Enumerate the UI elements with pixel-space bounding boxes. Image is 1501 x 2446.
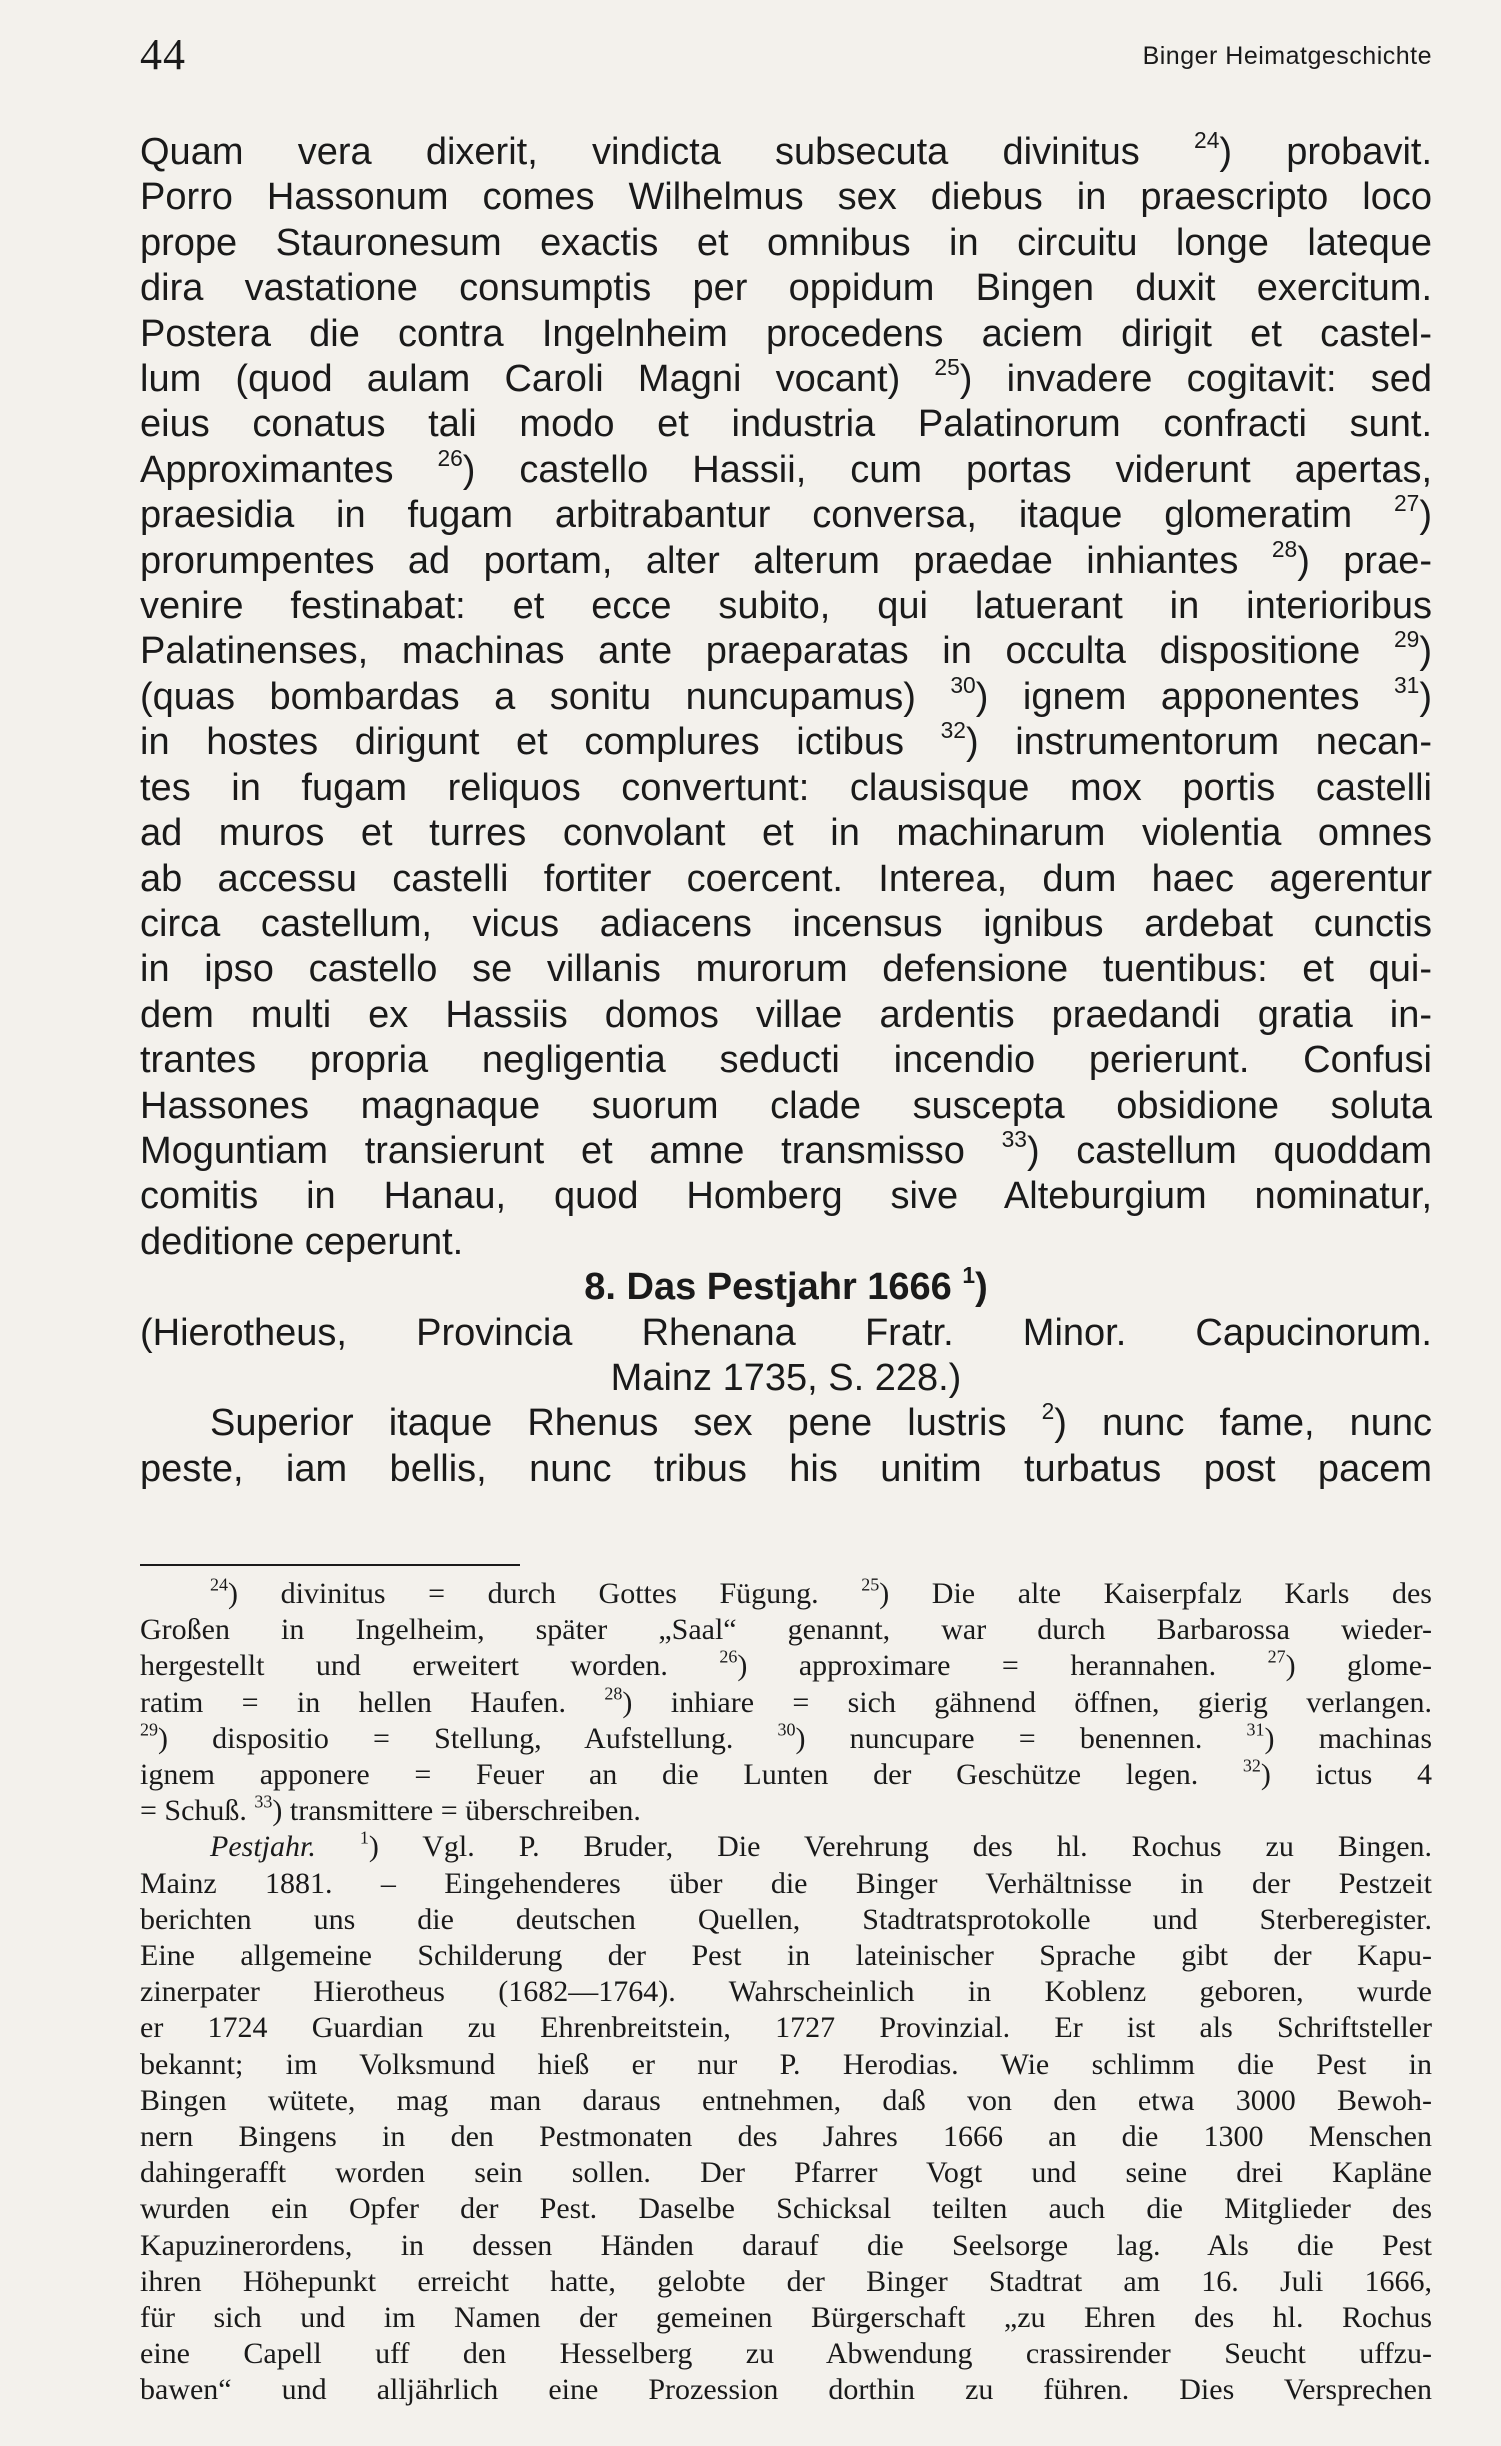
section-title: 8. Das Pestjahr 1666 $^1$) bbox=[584, 1262, 988, 1309]
body-text-line: circa castellum, vicus adiacens incensus ignibus ardebat cunctis bbox=[140, 902, 1432, 945]
glossary-note-line: ignem apponere = Feuer an die Lunten der Geschütze legen. $^{32}$) ictus 4 bbox=[140, 1755, 1432, 1792]
pest-note-line: Bingen wütete, mag man daraus entnehmen, daß von den etwa 3000 Bewoh- bbox=[140, 2083, 1432, 2117]
footnotes bbox=[140, 1576, 1432, 2409]
pest-note-line: er 1724 Guardian zu Ehrenbreitstein, 1727 Provinzial. Er ist als Schriftsteller bbox=[140, 2011, 1432, 2045]
body-text-line: Porro Hassonum comes Wilhelmus sex diebus in praescripto loco bbox=[140, 176, 1432, 219]
body-text-line: Approximantes $^{26}$) castello Hassii, cum portas viderunt apertas, bbox=[140, 444, 1433, 491]
source-citation-line-2: Mainz 1735, S. 228.) bbox=[610, 1356, 962, 1399]
running-head: Binger Heimatgeschichte bbox=[1142, 42, 1432, 70]
pest-note-line: eine Capell uff den Hesselberg zu Abwendung crassirender Seucht uffzu- bbox=[140, 2337, 1432, 2371]
pest-note-line: dahingerafft worden sein sollen. Der Pfarrer Vogt und seine drei Kapläne bbox=[140, 2156, 1432, 2190]
body-text-line: prope Stauronesum exactis et omnibus in circuitu longe lateque bbox=[140, 221, 1432, 264]
pest-note-line: bawen“ und alljährlich eine Prozession dorthin zu führen. Dies Versprechen bbox=[140, 2373, 1432, 2407]
body-text-line: comitis in Hanau, quod Homberg sive Alteburgium nominatur, bbox=[140, 1175, 1432, 1218]
pest-note-line: wurden ein Opfer der Pest. Daselbe Schicksal teilten auch die Mitglieder des bbox=[140, 2192, 1432, 2226]
body-text-line: lum (quod aulam Caroli Magni vocant) $^{25}$) invadere cogitavit: sed bbox=[140, 354, 1432, 401]
pest-note-line: Kapuzinerordens, in dessen Händen darauf die Seelsorge lag. Als die Pest bbox=[140, 2228, 1432, 2262]
pest-note-label: Pestjahr. bbox=[210, 1830, 316, 1864]
glossary-note-line: $^{24}$) divinitus = durch Gottes Fügung. $^{25}$) Die alte Kaiserpfalz Karls des bbox=[210, 1574, 1432, 1610]
body-text-line: prorumpentes ad portam, alter alterum praedae inhiantes $^{28}$) prae- bbox=[140, 535, 1433, 582]
footnote-rule bbox=[140, 1564, 520, 1566]
body-text-line: in ipso castello se villanis murorum defensione tuentibus: et qui- bbox=[140, 948, 1432, 991]
body-text-line: Hassones magnaque suorum clade suscepta obsidione soluta bbox=[140, 1084, 1432, 1127]
paragraph-2-line-2: peste, iam bellis, nunc tribus his unitim turbatus post pacem bbox=[140, 1447, 1432, 1490]
pest-note-line: Mainz 1881. – Eingehenderes über die Binger Verhältnisse in der Pestzeit bbox=[140, 1866, 1432, 1900]
glossary-note-line: $^{29}$) dispositio = Stellung, Aufstellung. $^{30}$) nuncupare = benennen. $^{31}$) machinas bbox=[140, 1719, 1433, 1755]
body-text-line: Postera die contra Ingelnheim procedens aciem dirigit et castel- bbox=[140, 312, 1432, 355]
paragraph-2-line-1: Superior itaque Rhenus sex pene lustris $^2$) nunc fame, nunc bbox=[210, 1398, 1433, 1445]
pest-note-first-line bbox=[140, 1829, 1432, 1865]
body-text-line: dem multi ex Hassiis domos villae ardentis praedandi gratia in- bbox=[140, 993, 1432, 1036]
main-text bbox=[140, 127, 1433, 1492]
glossary-note-line: ratim = in hellen Haufen. $^{28}$) inhiare = sich gähnend öffnen, gierig verlangen. bbox=[140, 1683, 1432, 1719]
glossary-note-line: = Schuß. $^{33}$) transmittere = überschreiben. bbox=[140, 1791, 641, 1828]
body-text-line: ab accessu castelli fortiter coercent. Interea, dum haec agerentur bbox=[140, 857, 1432, 900]
body-text-line: in hostes dirigunt et complures ictibus $^{32}$) instrumentorum necan- bbox=[140, 717, 1432, 764]
page-header bbox=[140, 30, 1432, 80]
pest-note-line: ihren Höhepunkt erreicht hatte, gelobte der Binger Stadtrat am 16. Juli 1666, bbox=[140, 2264, 1432, 2298]
body-text-line: (quas bombardas a sonitu nuncupamus) $^{30}$) ignem apponentes $^{31}$) bbox=[140, 671, 1432, 718]
pest-note-line: zinerpater Hierotheus (1682—1764). Wahrscheinlich in Koblenz geboren, wurde bbox=[140, 1975, 1432, 2009]
glossary-note-line: Großen in Ingelheim, später „Saal“ genannt, war durch Barbarossa wieder- bbox=[140, 1613, 1432, 1647]
pest-note-line: berichten uns die deutschen Quellen, Stadtratsprotokolle und Sterberegister. bbox=[140, 1902, 1432, 1936]
glossary-notes bbox=[140, 1576, 1432, 1829]
pest-note-first-text: $^1$) Vgl. P. Bruder, Die Verehrung des hl. Rochus zu Bingen. bbox=[359, 1827, 1433, 1864]
pest-note-line: für sich und im Namen der gemeinen Bürgerschaft „zu Ehren des hl. Rochus bbox=[140, 2301, 1432, 2335]
body-text-line: trantes propria negligentia seducti incendio perierunt. Confusi bbox=[140, 1039, 1432, 1082]
source-citation-line-1: (Hierotheus, Provincia Rhenana Fratr. Minor. Capucinorum. bbox=[140, 1311, 1432, 1354]
body-text-line: Moguntiam transierunt et amne transmisso $^{33}$) castellum quoddam bbox=[140, 1125, 1432, 1172]
body-text-line: ad muros et turres convolant et in machinarum violentia omnes bbox=[140, 812, 1432, 855]
body-text-line: Quam vera dixerit, vindicta subsecuta divinitus $^{24}$) probavit. bbox=[140, 127, 1432, 173]
glossary-note-line: hergestellt und erweitert worden. $^{26}$) approximare = herannahen. $^{27}$) glome- bbox=[140, 1646, 1433, 1683]
pest-note-line: Eine allgemeine Schilderung der Pest in lateinischer Sprache gibt der Kapu- bbox=[140, 1939, 1432, 1973]
body-text-line: Palatinenses, machinas ante praeparatas in occulta dispositione $^{29}$) bbox=[140, 626, 1432, 673]
body-text-line: eius conatus tali modo et industria Palatinorum confracti sunt. bbox=[140, 403, 1432, 446]
pest-note-line: nern Bingens in den Pestmonaten des Jahres 1666 an die 1300 Menschen bbox=[140, 2120, 1432, 2154]
body-text-line: praesidia in fugam arbitrabantur conversa, itaque glomeratim $^{27}$) bbox=[140, 490, 1432, 537]
pest-note-line: bekannt; im Volksmund hieß er nur P. Herodias. Wie schlimm die Pest in bbox=[140, 2047, 1432, 2081]
body-text-line: tes in fugam reliquos convertunt: clausisque mox portis castelli bbox=[140, 766, 1432, 809]
page-number: 44 bbox=[140, 30, 186, 79]
pest-note bbox=[140, 1866, 1432, 2409]
latin-paragraph bbox=[140, 127, 1433, 1265]
body-text-line: venire festinabat: et ecce subito, qui latuerant in interioribus bbox=[140, 585, 1432, 628]
body-text-line: dira vastatione consumptis per oppidum Bingen duxit exercitum. bbox=[140, 267, 1432, 310]
body-text-line: deditione ceperunt. bbox=[140, 1220, 464, 1263]
